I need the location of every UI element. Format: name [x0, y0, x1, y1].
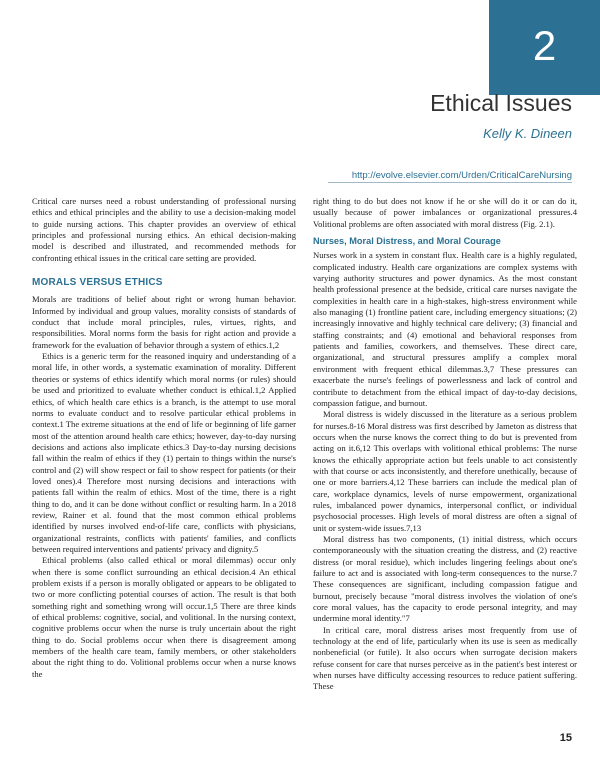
body-paragraph: Moral distress is widely discussed in the literature as a serious problem for nurses.8-16 Moral distress was first described by Jameton as distress that occurs when the nurse knows the correct thing to do but is prevented from acting on it.6,12 This overlaps with volitional ethical problems: The nurse knows the ethically appropriate action but feels unable to act consistently with that course or acts inconsistently, and therefore unethically, because of one or more barriers.4,12 These barriers can include the medical plan of care, workplace dynamics, levels of nurse empowerment, organizational rules, imbalanced power dynamics, interpersonal conflict, or individual psychosocial processes. High levels of moral distress are often a signal of unit or system-wide issues.7,13 [313, 409, 577, 533]
body-paragraph: In critical care, moral distress arises most frequently from use of technology at the end of life, particularly when its use is seen as medically nonbeneficial (or futile). It also occurs when surrogate decision makers refuse consent for care that nurses perceive as in the patient's best interest or when nurses have difficulty accessing resources to reduce patient suffering. These [313, 624, 577, 692]
body-paragraph: Moral distress has two components, (1) initial distress, which occurs contemporaneously with the situation creating the distress, and (2) reactive distress (or moral residue), which includes lingering feelings about one's failure to act and is associated with long-term consequences to the nurse.7 These consequences are significant, including compassion fatigue and burnout, precisely because "moral distress involves the violation of one's core moral values, has the capacity to erode personal integrity, and may undermine moral identity."7 [313, 533, 577, 624]
chapter-number-box [489, 0, 600, 95]
header-rule [328, 182, 572, 183]
chapter-number: 2 [532, 22, 557, 69]
body-paragraph: Nurses work in a system in constant flux. Health care is a highly regulated, complicated industry. Health care organizations are complex systems with varying authority structures and power dynamics. As the most constant health professional presence at the bedside, critical care nurses navigate the complexities in health care in a high-stakes, high-stress environment while also managing (1) frontline patient care, including emergency situations; (2) increasingly innovative and highly technical care delivery; (3) financial and staffing constraints; and (4) emotional and behavioral responses from patients and families, coworkers, and themselves. These direct care, organizational, and structural pressures amplify a complex moral environment with frequent ethical dilemmas.3,7 These pressures can exacerbate the nurse's feelings of powerlessness and lack of control and contribute to detachment from the ethical impact of day-to-day decisions, compassion fatigue, and burnout. [313, 250, 577, 408]
body-paragraph: Ethical problems (also called ethical or moral dilemmas) occur only when there is some conflict surrounding an ethical decision.4 An ethical problem exists if a person is morally obligated or appears to be obligated to two or more conflicting potential courses of action. The result is that both something right and something wrong will occur.1,5 There are three kinds of ethical problems: cognitive, social, and volitional. In the nursing context, cognitive problems occur when the nurse is truly uncertain about the right thing to do. Social problems occur when there is disagreement among members of the health care team, family members, or other stakeholders about the right thing to do. Volitional problems occur when a nurse knows the [32, 555, 296, 679]
left-column [32, 196, 296, 680]
body-paragraph: Morals are traditions of belief about right or wrong human behavior. Informed by individual and group values, morality consists of standards of conduct that include moral principles, rules, virtues, rights, and responsibilities. Moral norms form the basis for right action and provide a framework for the evaluation of behavior through a system of ethics.1,2 [32, 294, 296, 350]
evolve-link[interactable]: http://evolve.elsevier.com/Urden/CriticalCareNursing [351, 170, 572, 181]
intro-paragraph: Critical care nurses need a robust understanding of professional nursing ethics and ethical principles and the ability to use a decision-making model to guide nursing actions. This chapter provides an overview of ethical principles and professional nursing ethics. An ethical decision-making model is described and illustrated, and recommended methods for confronting ethical issues in the critical care setting are provided. [32, 196, 296, 263]
right-column [313, 196, 577, 693]
subsection-heading: Nurses, Moral Distress, and Moral Courage [313, 236, 501, 247]
page-number: 15 [559, 732, 572, 744]
section-heading: MORALS VERSUS ETHICS [32, 277, 163, 289]
body-paragraph: right thing to do but does not know if he or she will do it or can do it, usually because of power imbalances or organizational pressures.4 Volitional problems are often associated with moral distress (Fig. 2.1). [313, 196, 577, 229]
body-paragraph: Ethics is a generic term for the reasoned inquiry and understanding of a moral life, in other words, a systematic examination of morality. Different theories or systems of ethics identify which moral norms (or rules) should be used and prioritized to evaluate whether conduct is ethical.1,2 Applied ethics, of which health care ethics is a branch, is the attempt to use moral norms to evaluate conduct and to resolve particular ethical problems in context.1 The extreme situations at the end of life or beginning of life garner most of the attention around health care ethics; however, day-to-day nursing decisions and actions also implicate ethics.3 Day-to-day nursing decisions fall within the realm of ethics if they (1) pertain to things within the nurse's control and (2) will show respect or fail to show respect for patients (or their loved ones).4 Therefore most nursing decisions and interactions with patients fall within the realm of ethics. Most of the time, there is a right thing to do, and it can be done without conflict or resulting harm. In a 2018 review, Rainer et al. found that the most common ethical problems identified by nurses involved end-of-life care, conflicts with physicians, organizational restraints, conflicts with patients' families, and conflicts between required interventions and patients' privacy and dignity.5 [32, 351, 296, 554]
chapter-author: Kelly K. Dineen [483, 126, 572, 141]
chapter-title: Ethical Issues [430, 90, 572, 116]
